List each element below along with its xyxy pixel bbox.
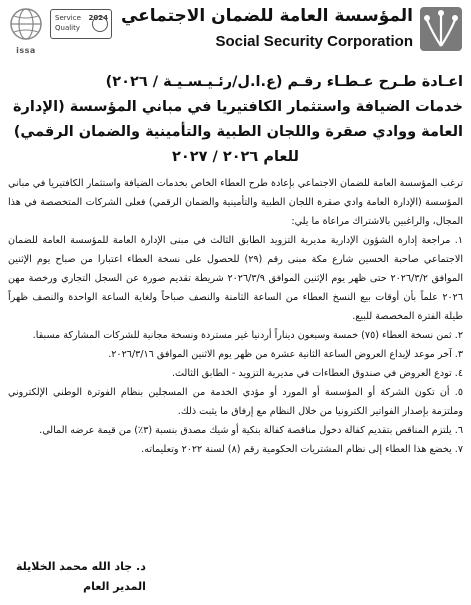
org-name-english: Social Security Corporation (215, 33, 413, 50)
signature-block (16, 557, 146, 597)
condition-item-1: ١. مراجعة إدارة الشؤون الإدارية مديرية التزويد الطابق الثالث في مبنى الإدارة العامة للمؤسسة العامة للضمان الاجتماعي صاحبة الحسين شارع مكة مبنى رقم (٢٩) للحصول على نسخة العطاء اعتبارا من صباح يوم الإثنين الموافق ٢٠٢٦/٣/٢ حتى ظهر يوم الإثنين الموافق ٢٠٢٦/٣/٩ شريطة تقديم صورة عن السجل التجاري ورخصة مهن ٢٠٢٦ علماً بأن أوقات بيع النسخ العطاء من الساعة الثامنة والنصف صباحاً ولغاية الساعة الواحدة والنصف ظهراً طيلة الفترة المخصصة للبيع. (8, 235, 464, 322)
condition-item-5: ٥. أن تكون الشركة أو المؤسسة أو المورد أو مؤدي الخدمة من المسجلين بنظام الفوترة الوطني الإلكتروني وملتزمة بإصدار الفواتير الكترونيا من خلال النظام مع إرفاق ما يثبت ذلك. (8, 387, 463, 417)
badge-line-1: Service (55, 14, 81, 22)
org-name-arabic: المؤسسة العامة للضمان الاجتماعي (120, 6, 413, 26)
issa-label: issa (16, 46, 36, 55)
condition-item-4: ٤. تودع العروض في صندوق العطاءات في مديرية التزويد - الطابق الثالث. (171, 368, 463, 379)
conditions-list (8, 231, 463, 459)
header (0, 0, 471, 62)
condition-item-7: ٧. يخضع هذا العطاء إلى نظام المشتريات الحكومية رقم (٨) لسنة ٢٠٢٢ وتعليماته. (141, 444, 463, 455)
signatory-name: د. جاد الله محمد الخلايلة (16, 560, 146, 573)
badge-year: 2024 (88, 14, 108, 22)
title-line-3: العامة ووادي صقرة واللجان الطبية والتأمينية والضمان الرقمي) (13, 124, 463, 140)
condition-item-2: ٢. ثمن نسخة العطاء (٧٥) خمسة وسبعون ديناراً أردنيا غير مستردة ونسخة مجانية للشركات المشاركة مسبقا. (32, 330, 463, 341)
announcement-body (8, 70, 463, 459)
ssc-logo-icon (419, 6, 463, 52)
condition-item-6: ٦. يلتزم المناقص بتقديم كفالة دخول مناقصة كفالة بنكية أو شيك مصدق بنسبة (٣٪) من قيمة عرضه المالي. (39, 425, 463, 436)
title-line-1: اعـادة طـرح عـطـاء رقـم (ع.ا.ل/رئـيـسـيـة / ٢٠٢٦) (105, 74, 463, 90)
title-line-2: خدمات الضيافة واستثمار الكافتيريا في مباني المؤسسة (الإدارة (12, 99, 463, 115)
condition-item-3: ٣. آخر موعد لإيداع العروض الساعة الثانية عشرة من ظهر يوم الاثنين الموافق ٢٠٢٦/٣/١٦. (108, 349, 463, 360)
title-year: للعام ٢٠٢٦ / ٢٠٢٧ (172, 149, 299, 165)
signatory-title: المدير العام (83, 580, 146, 593)
seal-icon (92, 16, 108, 32)
badge-line-2: Quality (55, 24, 81, 32)
intro-paragraph: ترغب المؤسسة العامة للضمان الاجتماعي بإعادة طرح العطاء الخاص بخدمات الضيافة واستثمار الكافتيريا في مباني المؤسسة (الإدارة العامة وادي صقرة اللجان الطبية والتأمينية والضمان الرقمي) فعلى الشركات المتخصصة في هذا المجال، والراغبين بالاشتراك مراعاة ما يلي: (8, 178, 463, 227)
